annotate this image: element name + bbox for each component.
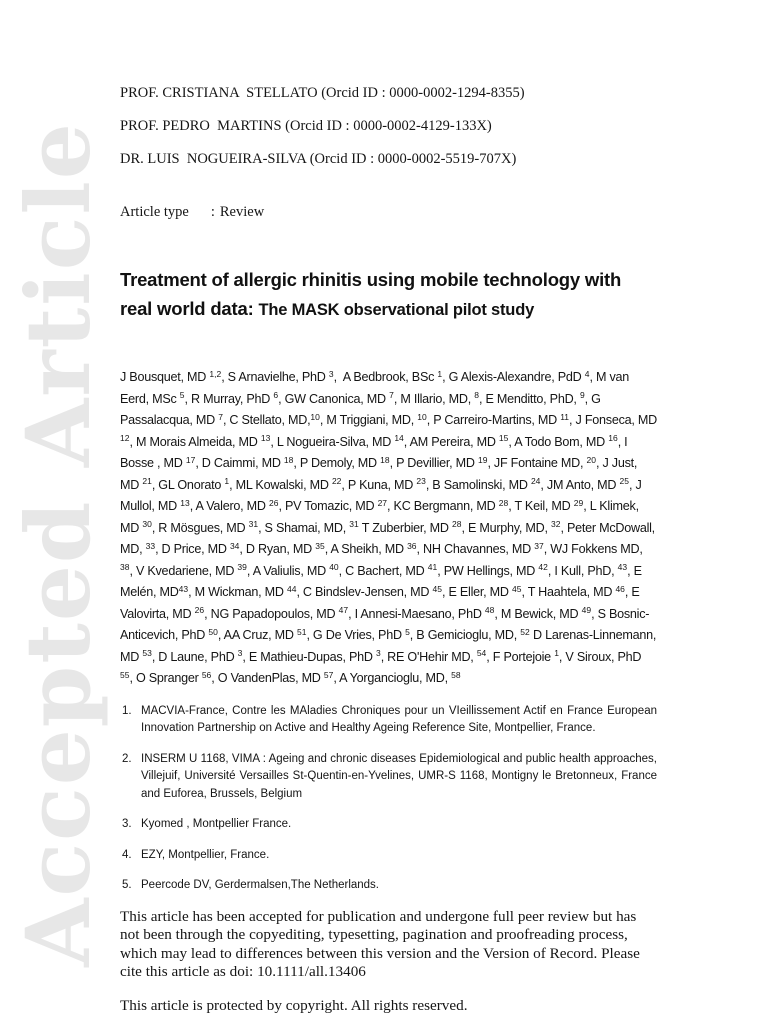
author-name-segment: , PW Hellings, MD (437, 563, 539, 578)
author-name-segment: , B Gemicioglu, MD, (409, 628, 521, 642)
affiliation-text: EZY, Montpellier, France. (141, 848, 270, 861)
author-affiliation-superscript: 9 (579, 390, 585, 400)
article-type-line (120, 204, 657, 221)
article-type-label: Article type (120, 204, 189, 220)
author-name-segment: , I Annesi-Maesano, PhD (348, 606, 485, 621)
author-name-segment: , A Bedbrook, BSc (333, 370, 438, 384)
author-affiliation-superscript: 10 (417, 411, 427, 422)
author-affiliation-superscript: 27 (377, 497, 388, 508)
author-name-segment: , J Just, MD (120, 456, 641, 492)
author-affiliation-superscript: 11 (560, 411, 570, 422)
author-affiliation-superscript: 56 (201, 669, 212, 680)
author-affiliation-superscript: 4 (584, 368, 590, 379)
author-name-segment: , R Murray, PhD (184, 391, 274, 406)
author-affiliation-superscript: 12 (120, 433, 130, 443)
author-affiliation-superscript: 5 (405, 626, 410, 637)
author-affiliation-superscript: 31 (248, 519, 259, 529)
orcid-header (120, 84, 657, 168)
author-name-segment: , M Bewick, MD (494, 606, 582, 621)
author-name-segment: , G De Vries, PhD (306, 628, 406, 642)
author-name-segment: , P Demoly, MD (293, 456, 381, 470)
author-affiliation-superscript: 54 (476, 648, 487, 658)
author-name-segment: , I Kull, PhD, (547, 563, 618, 578)
affiliation-number: 4. (122, 848, 132, 861)
author-affiliation-superscript: 32 (551, 519, 561, 529)
manuscript-content (120, 84, 661, 1015)
author-affiliation-superscript: 41 (427, 562, 438, 572)
affiliation-item (120, 877, 657, 895)
author-affiliation-superscript: 7 (389, 390, 394, 400)
author-affiliation-superscript: 1 (437, 368, 443, 379)
author-name-segment: , J Fonseca, MD (569, 413, 661, 427)
author-name-segment: , JF Fontaine MD, (487, 456, 587, 470)
author-name-segment: , E Mathieu-Dupas, PhD (242, 649, 376, 664)
author-affiliation-superscript: 29 (573, 497, 584, 508)
affiliation-text: Kyomed , Montpellier France. (141, 818, 292, 830)
author-affiliation-superscript: 15 (498, 433, 509, 443)
author-affiliation-superscript: 50 (208, 626, 218, 637)
author-name-segment: , P Devillier, MD (389, 456, 478, 470)
author-affiliation-superscript: 28 (452, 519, 462, 529)
author-name-segment: , G Passalacqua, MD (120, 391, 604, 427)
author-name-segment: , M Morais Almeida, MD (129, 434, 261, 449)
author-affiliation-superscript: 49 (581, 605, 592, 615)
author-name-segment: , RE O'Hehir MD, (380, 649, 477, 664)
author-affiliation-superscript: 13 (180, 497, 190, 508)
affiliation-number: 1. (122, 704, 132, 717)
orcid-line: PROF. CRISTIANA STELLATO (Orcid ID : 0000-0002-1294-8355) (120, 85, 525, 101)
author-affiliation-superscript: 53 (142, 648, 152, 658)
author-name-segment: J Bousquet, MD (120, 370, 210, 384)
author-name-segment: , E Melén, MD (120, 563, 645, 599)
affiliation-text: MACVIA-France, Contre les MAladies Chroniques pour un VIeillissement Actif en France European Innovation Partnership on Active and Healthy Ageing Reference Site, Montpellier, France. (141, 704, 657, 734)
author-name-segment: , AA Cruz, MD (217, 628, 297, 642)
author-affiliation-superscript: 38 (120, 562, 130, 572)
author-affiliation-superscript: 37 (534, 540, 544, 551)
author-affiliation-superscript: 10 (310, 411, 320, 422)
author-affiliation-superscript: 40 (329, 562, 339, 572)
affiliation-item (120, 703, 657, 738)
author-name-segment: , D Price, MD (155, 542, 230, 556)
author-name-segment: , G Alexis-Alexandre, PdD (442, 370, 585, 384)
author-affiliation-superscript: 1,2 (209, 368, 222, 379)
author-affiliation-superscript: 8 (474, 390, 479, 400)
author-name-segment: , M Triggiani, MD, (319, 413, 418, 427)
affiliation-list (120, 703, 657, 895)
author-name-segment: , C Bachert, MD (338, 563, 428, 578)
author-affiliation-superscript: 47 (338, 605, 349, 615)
author-affiliation-superscript: 24 (530, 476, 541, 486)
author-affiliation-superscript: 13 (260, 433, 271, 443)
author-name-segment: , C Bindslev-Jensen, MD (296, 585, 433, 599)
affiliation-text: Peercode DV, Gerdermalsen,The Netherlands. (141, 879, 380, 891)
author-name-segment: , S Bosnic-Anticevich, PhD (120, 606, 650, 642)
author-affiliation-superscript: 31 (349, 519, 359, 529)
author-affiliation-superscript: 18 (380, 454, 390, 465)
author-affiliation-superscript: 19 (477, 454, 488, 465)
author-affiliation-superscript: 26 (269, 497, 279, 508)
accepted-article-watermark: Accepted Article (6, 121, 110, 967)
author-affiliation-superscript: 43 (178, 583, 189, 594)
author-name-segment: , M Illario, MD, (393, 391, 475, 406)
author-affiliation-superscript: 25 (619, 476, 629, 486)
article-type-separator: : (210, 204, 215, 220)
author-name-segment: , E Valovirta, MD (120, 585, 643, 621)
title-subtitle: The MASK observational pilot study (258, 301, 535, 319)
copyright-line: This article is protected by copyright. All rights reserved. (120, 996, 468, 1014)
author-affiliation-superscript: 35 (315, 540, 325, 551)
author-name-segment: , J Mullol, MD (120, 477, 645, 513)
affiliation-text: INSERM U 1168, VIMA : Ageing and chronic diseases Epidemiological and public health approaches, Villejuif, Université Versailles St-Quentin-en-Yvelines, UMR-S 1168, Montigny le Bretonneux, France and Euforea, Brussels, Belgium (141, 752, 657, 800)
author-name-segment: , JM Anto, MD (540, 477, 620, 492)
article-type-value: Review (219, 204, 265, 220)
author-affiliation-superscript: 51 (296, 626, 307, 637)
page-title (120, 265, 657, 325)
author-affiliation-superscript: 48 (484, 605, 495, 615)
affiliation-number: 3. (122, 818, 132, 830)
author-name-segment: , A Todo Bom, MD (508, 434, 609, 449)
author-affiliation-superscript: 20 (586, 454, 596, 465)
author-name-segment: D Larenas-Linnemann, MD (120, 628, 660, 664)
author-affiliation-superscript: 44 (286, 583, 297, 594)
author-name-segment: , D Ryan, MD (239, 542, 316, 556)
author-affiliation-superscript: 33 (145, 540, 156, 551)
author-affiliation-superscript: 34 (229, 540, 240, 551)
author-affiliation-superscript: 7 (218, 411, 223, 422)
author-name-segment: , E Menditto, PhD, (478, 391, 580, 406)
author-name-segment: , R Mösgues, MD (151, 520, 249, 535)
author-name-segment: , F Portejoie (486, 649, 555, 664)
affiliation-item (120, 847, 657, 865)
author-affiliation-superscript: 14 (394, 433, 404, 443)
author-name-segment: , S Arnavielhe, PhD (221, 370, 329, 384)
author-affiliation-superscript: 16 (608, 433, 618, 443)
author-name-segment: , L Nogueira-Silva, MD (270, 434, 395, 449)
orcid-line: PROF. PEDRO MARTINS (Orcid ID : 0000-0002-4129-133X) (120, 118, 492, 134)
affiliation-item (120, 816, 657, 834)
author-affiliation-superscript: 30 (142, 519, 152, 529)
author-name-segment: , D Caimmi, MD (195, 456, 284, 470)
author-name-segment: , O Spranger (129, 671, 202, 685)
author-affiliation-superscript: 26 (194, 605, 205, 615)
author-name-segment: , P Carreiro-Martins, MD (426, 413, 561, 427)
author-name-segment: , NH Chavannes, MD (416, 542, 535, 556)
author-name-segment: , AM Pereira, MD (403, 434, 499, 449)
author-name-segment: , A Yorgancioglu, MD, (333, 671, 452, 685)
author-name-segment: , A Valero, MD (189, 499, 270, 513)
author-affiliation-superscript: 3 (328, 368, 334, 379)
author-name-segment: , M van Eerd, MSc (120, 370, 633, 406)
author-name-segment: , A Valiulis, MD (246, 563, 330, 578)
author-name-segment: , P Kuna, MD (341, 477, 417, 492)
author-affiliation-superscript: 52 (520, 626, 530, 637)
author-affiliation-superscript: 42 (538, 562, 548, 572)
author-affiliation-superscript: 28 (498, 497, 509, 508)
author-affiliation-superscript: 36 (407, 540, 417, 551)
author-affiliation-superscript: 43 (617, 562, 628, 572)
author-name-segment: , T Haahtela, MD (521, 585, 616, 599)
author-affiliation-superscript: 57 (323, 669, 334, 680)
author-affiliation-superscript: 23 (416, 476, 426, 486)
author-name-segment: , Peter McDowall, MD, (120, 520, 659, 556)
author-name-segment: , NG Papadopoulos, MD (204, 606, 339, 621)
author-name-segment: , V Siroux, PhD (558, 649, 645, 664)
author-name-segment: , WJ Fokkens MD, (543, 542, 646, 556)
acceptance-notice: This article has been accepted for publication and undergone full peer review but has not been through the copyediting, typesetting, pagination and proofreading process, which may lead to differences between this version and the Version of Record. Please cite this article as doi: 10.1111/all.13406 (120, 907, 640, 980)
author-affiliation-superscript: 17 (185, 454, 196, 465)
author-affiliation-superscript: 22 (331, 476, 342, 486)
author-name-segment: , PV Tomazic, MD (278, 499, 378, 513)
author-name-segment: , ML Kowalski, MD (229, 477, 332, 492)
author-name-segment: , D Laune, PhD (151, 649, 238, 664)
author-name-segment: , B Samolinski, MD (425, 477, 531, 492)
author-name-segment: , GW Canonica, MD (278, 391, 390, 406)
author-name-segment: , E Murphy, MD, (461, 520, 552, 535)
author-name-segment: T Zuberbier, MD (358, 520, 452, 535)
author-name-segment: , I Bosse , MD (120, 434, 631, 470)
affiliation-number: 5. (122, 879, 132, 891)
author-affiliation-superscript: 1 (224, 476, 230, 486)
author-affiliation-superscript: 39 (237, 562, 247, 572)
author-affiliation-superscript: 45 (511, 583, 522, 594)
author-name-segment: , A Sheikh, MD (324, 542, 408, 556)
author-affiliation-superscript: 5 (179, 390, 185, 400)
orcid-line: DR. LUIS NOGUEIRA-SILVA (Orcid ID : 0000-0002-5519-707X) (120, 151, 517, 167)
author-name-segment: , S Shamai, MD, (258, 520, 350, 535)
author-name-segment: , C Stellato, MD, (222, 413, 311, 427)
author-affiliation-superscript: 3 (237, 648, 243, 658)
author-name-segment: , V Kvedariene, MD (129, 563, 238, 578)
author-name-segment: , GL Onorato (151, 477, 225, 492)
author-affiliation-superscript: 45 (432, 583, 442, 594)
author-affiliation-superscript: 18 (283, 454, 294, 465)
author-affiliation-superscript: 3 (375, 648, 381, 658)
author-name-segment: , KC Bergmann, MD (387, 499, 499, 513)
author-name-segment: , E Eller, MD (442, 585, 512, 599)
affiliation-item (120, 751, 657, 804)
author-name-segment: , T Keil, MD (508, 499, 574, 513)
author-list (120, 367, 661, 690)
author-affiliation-superscript: 1 (554, 648, 559, 658)
author-name-segment: , L Klimek, MD (120, 499, 643, 535)
author-affiliation-superscript: 58 (451, 669, 461, 680)
title-main: Treatment of allergic rhinitis using mobile technology with real world data: (120, 269, 622, 319)
author-name-segment: , M Wickman, MD (188, 585, 287, 599)
author-affiliation-superscript: 55 (120, 669, 130, 680)
author-affiliation-superscript: 6 (273, 390, 279, 400)
affiliation-number: 2. (122, 752, 132, 765)
author-affiliation-superscript: 21 (142, 476, 152, 486)
author-affiliation-superscript: 46 (615, 583, 625, 594)
author-name-segment: , O VandenPlas, MD (211, 671, 324, 685)
